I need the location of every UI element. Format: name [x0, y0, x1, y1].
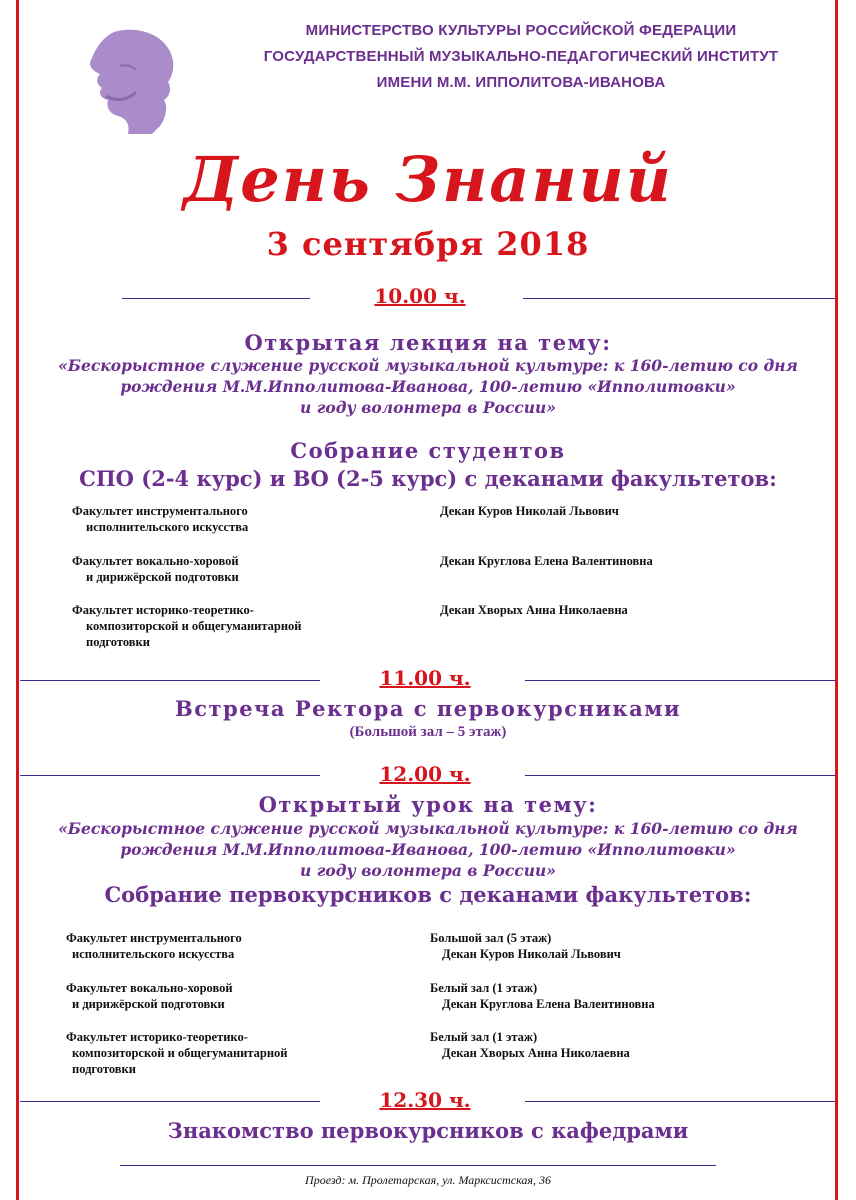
dean-name: Декан Хворых Анна Николаевна [440, 603, 628, 617]
divider [523, 298, 835, 299]
departments-heading: Знакомство первокурсников с кафедрами [167, 1118, 689, 1143]
rector-meeting-heading: Встреча Ректора с первокурсниками [174, 696, 682, 721]
faculty-name: Факультет вокально-хоровой и дирижёрской подготовки [72, 554, 239, 584]
faculty-name: Факультет историко-теоретико- композиторской и общегуманитарной подготовки [72, 603, 302, 649]
rector-meeting-location: (Большой зал – 5 этаж) [349, 724, 507, 740]
dean-name: Декан Круглова Елена Валентиновна [440, 554, 653, 568]
event-date: 3 сентября 2018 [266, 225, 590, 263]
divider [525, 775, 835, 776]
time-1100: 11.00 ч. [379, 666, 471, 690]
topic-line: «Бескорыстное служение русской музыкальной культуре: к 160-летию со дня [58, 356, 798, 375]
topic-line: и году волонтера в России» [300, 398, 556, 417]
faculty-name: Факультет инструментального исполнительского искусства [72, 504, 249, 534]
time-1200: 12.00 ч. [379, 762, 471, 786]
hall-and-dean: Белый зал (1 этаж) Декан Хворых Анна Николаевна [430, 1030, 630, 1060]
institution-line-2: ГОСУДАРСТВЕННЫЙ МУЗЫКАЛЬНО-ПЕДАГОГИЧЕСКИЙ ИНСТИТУТ [263, 48, 779, 65]
portrait-silhouette-icon [76, 26, 186, 136]
first-year-meeting-heading: Собрание первокурсников с деканами факультетов: [104, 882, 752, 907]
page-title: День Знаний [183, 143, 673, 216]
meeting-heading: Собрание студентов [290, 438, 566, 463]
divider [525, 1101, 835, 1102]
time-1230: 12.30 ч. [379, 1088, 471, 1112]
institution-line-3: ИМЕНИ М.М. ИППОЛИТОВА-ИВАНОВА [376, 74, 666, 91]
topic-line: рождения М.М.Ипполитова-Иванова, 100-летию «Ипполитовки» [120, 840, 736, 859]
faculty-name: Факультет вокально-хоровой и дирижёрской подготовки [66, 981, 233, 1011]
institution-line-1: МИНИСТЕРСТВО КУЛЬТУРЫ РОССИЙСКОЙ ФЕДЕРАЦИИ [305, 22, 737, 39]
time-1000: 10.00 ч. [374, 284, 466, 308]
faculty-name: Факультет историко-теоретико- композиторской и общегуманитарной подготовки [66, 1030, 288, 1076]
divider [525, 680, 835, 681]
hall-and-dean: Белый зал (1 этаж) Декан Круглова Елена Валентиновна [430, 981, 655, 1011]
divider [122, 298, 310, 299]
divider [20, 680, 320, 681]
topic-line: «Бескорыстное служение русской музыкальной культуре: к 160-летию со дня [58, 819, 798, 838]
divider [20, 1101, 320, 1102]
dean-name: Декан Куров Николай Львович [440, 504, 619, 518]
lecture-heading: Открытая лекция на тему: [244, 330, 612, 355]
divider [20, 775, 320, 776]
open-lesson-heading: Открытый урок на тему: [258, 792, 598, 817]
topic-line: и году волонтера в России» [300, 861, 556, 880]
hall-and-dean: Большой зал (5 этаж) Декан Куров Николай Львович [430, 931, 621, 961]
meeting-heading: СПО (2-4 курс) и ВО (2-5 курс) с деканами факультетов: [79, 466, 777, 491]
faculty-name: Факультет инструментального исполнительского искусства [66, 931, 242, 961]
topic-line: рождения М.М.Ипполитова-Иванова, 100-летию «Ипполитовки» [120, 377, 736, 396]
footer-divider [120, 1165, 716, 1166]
footer-address: Проезд: м. Пролетарская, ул. Марксистская, 36 [305, 1173, 551, 1187]
